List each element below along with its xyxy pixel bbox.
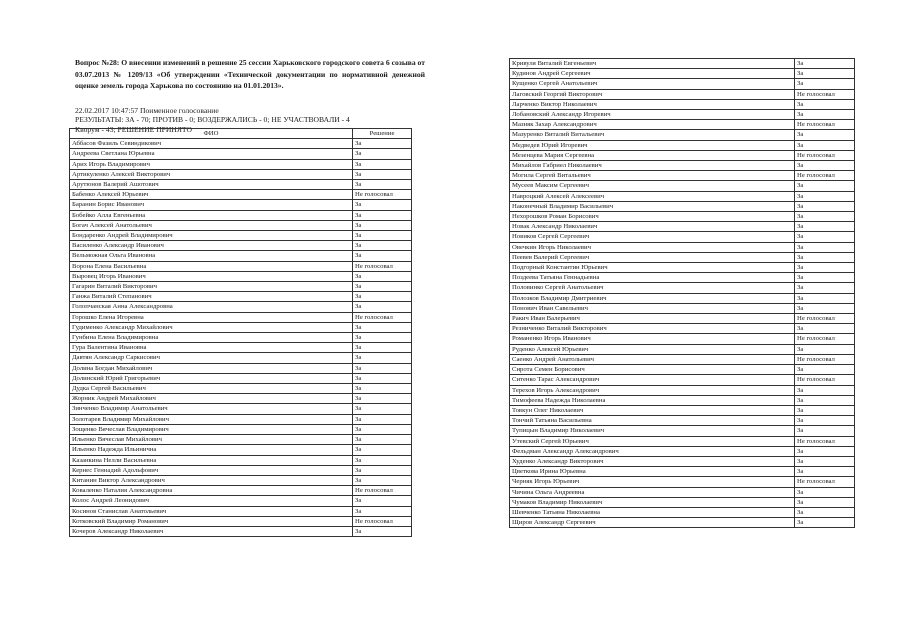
table-row [510,518,855,528]
table-row [70,251,412,261]
vote-decision: За [353,475,412,485]
table-row [510,232,855,242]
decision-column-header: Решение [353,129,412,139]
deputy-name: Богач Алексей Анатольевич [70,220,353,230]
vote-decision: Не голосовал [795,375,855,385]
deputy-name: Понович Иван Савельевич [510,303,795,313]
deputy-name: Китанин Виктор Александрович [70,475,353,485]
table-row [510,426,855,436]
deputy-name: Кривуля Виталий Евгеньевич [510,59,795,69]
deputy-name: Коваленко Наталия Александровна [70,486,353,496]
vote-decision: За [795,405,855,415]
table-row [510,344,855,354]
deputy-name: Арутюнов Валерий Ашотович [70,180,353,190]
vote-decision: Не голосовал [795,314,855,324]
deputy-name: Выровец Игорь Иванович [70,271,353,281]
vote-decision: Не голосовал [353,312,412,322]
vote-decision: Не голосовал [353,516,412,526]
vote-decision: За [353,271,412,281]
vote-decision: За [795,497,855,507]
vote-decision: За [353,231,412,241]
deputy-name: Сирота Семен Борисович [510,365,795,375]
vote-decision: Не голосовал [795,477,855,487]
table-row [510,59,855,69]
deputy-name: Медведев Юрий Игоревич [510,140,795,150]
deputy-name: Ларченко Виктор Николаевич [510,99,795,109]
deputy-name: Зощенко Вячеслав Владимирович [70,424,353,434]
vote-decision: Не голосовал [795,120,855,130]
vote-decision: За [795,416,855,426]
vote-decision: За [353,445,412,455]
vote-decision: За [795,59,855,69]
deputy-name: Бабенко Алексей Юрьевич [70,190,353,200]
vote-decision: За [795,161,855,171]
table-row [510,487,855,497]
table-row [70,445,412,455]
deputy-name: Кущенко Сергей Анатольевич [510,79,795,89]
table-row [70,486,412,496]
table-row [510,69,855,79]
table-row [70,465,412,475]
table-row [510,130,855,140]
vote-decision: Не голосовал [353,190,412,200]
vote-decision: За [795,324,855,334]
table-row [510,273,855,283]
table-row [70,200,412,210]
vote-decision: За [795,273,855,283]
vote-decision: За [353,159,412,169]
deputy-name: Резниченко Виталий Викторович [510,324,795,334]
vote-decision: За [353,455,412,465]
vote-decision: За [795,446,855,456]
table-row [70,496,412,506]
table-row [510,252,855,262]
deputy-name: Долинский Юрий Григорьевич [70,373,353,383]
table-row [510,456,855,466]
deputy-name: Цветкова Ирина Юрьевна [510,467,795,477]
vote-decision: За [353,139,412,149]
vote-decision: За [353,200,412,210]
deputy-name: Фельдман Александр Александрович [510,446,795,456]
table-row [70,435,412,445]
vote-decision: За [353,363,412,373]
vote-decision: За [353,220,412,230]
vote-decision: За [795,507,855,517]
vote-decision: За [353,169,412,179]
table-row [510,467,855,477]
vote-decision: За [795,456,855,466]
vote-decision: За [353,394,412,404]
deputy-name: Овечкин Игорь Николаевич [510,242,795,252]
deputy-name: Шевченко Татьяна Николаевна [510,507,795,517]
deputy-name: Руденко Алексей Юрьевич [510,344,795,354]
deputy-name: Кочеров Александр Николаевич [70,526,353,536]
table-row [510,89,855,99]
table-row [510,354,855,364]
vote-decision: За [795,201,855,211]
vote-quorum: Кворум - 43; РЕШЕНИЕ ПРИНЯТО [75,124,192,134]
vote-decision: За [353,496,412,506]
table-row [70,312,412,322]
table-row [70,271,412,281]
vote-decision: За [795,303,855,313]
vote-decision: За [795,467,855,477]
vote-decision: За [353,149,412,159]
table-row [510,150,855,160]
table-row [70,475,412,485]
name-column-header: ФИО [70,129,353,139]
table-row [510,303,855,313]
deputy-name: Михайлов Габриел Николаевич [510,161,795,171]
vote-decision: За [795,365,855,375]
deputy-name: Горошко Елена Игоревна [70,312,353,322]
deputy-name: Гура Валентина Ивановна [70,343,353,353]
table-row [510,171,855,181]
deputy-name: Арих Игорь Владимирович [70,159,353,169]
deputy-name: Саенко Андрей Анатольевич [510,354,795,364]
vote-decision: За [353,322,412,332]
deputy-name: Мазняк Захар Александрович [510,120,795,130]
question-title: Вопрос №28: О внесении изменений в решение 25 сессии Харьковского городского совета 6 созыва от 03.07.2013 № 1209/13 «Об утверждении «Технической документации по нормативной денежной оценке земель города Харькова по состоянию на 01.01.2013». [75,58,425,90]
deputy-name: Бобейко Алла Евгеньевна [70,210,353,220]
deputy-name: Романенко Игорь Иванович [510,334,795,344]
vote-decision: За [353,506,412,516]
vote-decision: За [353,373,412,383]
vote-decision: За [353,180,412,190]
vote-decision: За [795,79,855,89]
deputy-name: Товкун Олег Николаевич [510,405,795,415]
vote-decision: За [353,333,412,343]
deputy-name: Тимофеева Надежда Николаевна [510,395,795,405]
vote-decision: За [353,302,412,312]
deputy-name: Половинко Сергей Анатольевич [510,283,795,293]
deputy-name: Ракич Иван Валерьевич [510,314,795,324]
table-row [510,191,855,201]
deputy-name: Котковский Владимир Романович [70,516,353,526]
table-row [70,139,412,149]
deputy-name: Долина Богдан Михайлович [70,363,353,373]
vote-decision: За [795,242,855,252]
table-row [70,231,412,241]
deputy-name: Ильенко Вячеслав Михайлович [70,435,353,445]
vote-decision: За [795,518,855,528]
deputy-name: Бондаренко Андрей Владимирович [70,231,353,241]
table-row [510,365,855,375]
vote-decision: За [353,251,412,261]
vote-decision: За [353,435,412,445]
deputy-name: Андреева Светлана Юрьевна [70,149,353,159]
vote-decision: За [795,283,855,293]
table-row [510,416,855,426]
deputy-name: Золотарев Владимир Михайлович [70,414,353,424]
deputy-name: Чумаков Владимир Николаевич [510,497,795,507]
table-row [70,210,412,220]
table-row [510,110,855,120]
table-row [510,181,855,191]
deputy-name: Черняк Игорь Юрьевич [510,477,795,487]
table-row [510,314,855,324]
deputy-name: Ситенко Тарас Александрович [510,375,795,385]
table-row [70,455,412,465]
deputy-name: Дудка Сергей Васильевич [70,384,353,394]
deputy-name: Казанкина Нелли Васильевна [70,455,353,465]
table-row [70,159,412,169]
vote-decision: За [795,232,855,242]
deputy-name: Ворона Елена Васильевна [70,261,353,271]
table-row [510,446,855,456]
deputy-name: Подгорный Константин Юрьевич [510,263,795,273]
deputy-name: Щиров Александр Сергеевич [510,518,795,528]
table-row [70,384,412,394]
vote-decision: За [353,414,412,424]
vote-decision: За [795,181,855,191]
table-row [510,120,855,130]
deputy-name: Пеевев Валерий Сергеевич [510,252,795,262]
table-row [70,149,412,159]
left-table-body [70,139,412,537]
deputy-name: Тончий Татьяна Васильевна [510,416,795,426]
vote-decision: За [795,191,855,201]
vote-decision: За [353,384,412,394]
vote-decision: За [795,222,855,232]
table-row [510,201,855,211]
deputy-name: Ганжа Виталий Степанович [70,292,353,302]
vote-results: РЕЗУЛЬТАТЫ: ЗА - 70; ПРОТИВ - 0; ВОЗДЕРЖАЛИСЬ - 0; НЕ УЧАСТВОВАЛИ - 4 [75,115,350,125]
deputy-name: Нехорошков Роман Борисович [510,212,795,222]
table-row [70,282,412,292]
vote-decision: За [353,424,412,434]
table-row [70,302,412,312]
table-row [70,241,412,251]
vote-decision: За [795,110,855,120]
deputy-name: Мезенцева Мария Сергеевна [510,150,795,160]
table-row [510,263,855,273]
deputy-name: Тупицын Владимир Николаевич [510,426,795,436]
vote-decision: За [795,293,855,303]
deputy-name: Лаговский Георгий Викторович [510,89,795,99]
table-row [510,385,855,395]
table-row [70,169,412,179]
vote-decision: За [353,292,412,302]
table-row [510,436,855,446]
table-row [510,334,855,344]
deputy-name: Новиков Сергей Сергеевич [510,232,795,242]
table-row [70,190,412,200]
right-vote-table [509,58,855,528]
vote-decision: За [795,212,855,222]
table-row [510,242,855,252]
deputy-name: Косинов Станислав Анатольевич [70,506,353,516]
vote-decision: Не голосовал [795,354,855,364]
deputy-name: Гунбина Елена Владимировна [70,333,353,343]
table-row [70,373,412,383]
vote-datetime: 22.02.2017 10:47:57 Поименное голосование [75,105,219,115]
table-row [510,161,855,171]
table-row [70,353,412,363]
table-row [70,363,412,373]
table-header-row [70,129,412,139]
deputy-name: Новак Александр Николаевич [510,222,795,232]
table-row [510,477,855,487]
deputy-name: Баранин Борис Иванович [70,200,353,210]
vote-decision: За [795,99,855,109]
table-row [70,343,412,353]
table-row [70,180,412,190]
deputy-name: Полозков Владимир Дмитриевич [510,293,795,303]
deputy-name: Могила Сергей Витальевич [510,171,795,181]
vote-decision: Не голосовал [795,171,855,181]
vote-decision: За [353,526,412,536]
table-row [510,497,855,507]
deputy-name: Колос Андрей Леонидович [70,496,353,506]
vote-decision: За [795,263,855,273]
vote-decision: За [353,465,412,475]
left-vote-table [69,128,412,537]
deputy-name: Гудименко Александр Михайлович [70,322,353,332]
deputy-name: Утевский Сергей Юрьевич [510,436,795,446]
table-row [510,293,855,303]
document-header [75,57,425,134]
vote-decision: За [353,404,412,414]
table-row [70,516,412,526]
deputy-name: Поздеева Татьяна Геннадьевна [510,273,795,283]
vote-decision: Не голосовал [795,150,855,160]
table-row [510,140,855,150]
deputy-name: Гагарин Виталий Викторович [70,282,353,292]
vote-decision: Не голосовал [353,261,412,271]
table-row [70,322,412,332]
vote-decision: За [795,252,855,262]
vote-decision: За [353,210,412,220]
deputy-name: Наконечный Владимир Васильевич [510,201,795,211]
table-row [510,395,855,405]
deputy-name: Мазуренко Виталий Витальевич [510,130,795,140]
vote-decision: За [795,385,855,395]
table-row [510,79,855,89]
table-row [70,394,412,404]
vote-decision: Не голосовал [795,436,855,446]
deputy-name: Худенко Александр Викторович [510,456,795,466]
vote-decision: За [353,343,412,353]
deputy-name: Артикуленко Алексей Викторович [70,169,353,179]
table-row [70,424,412,434]
vote-decision: За [353,282,412,292]
table-row [510,283,855,293]
vote-decision: За [795,487,855,497]
deputy-name: Давтян Александр Саркисович [70,353,353,363]
table-row [510,99,855,109]
vote-decision: Не голосовал [795,334,855,344]
deputy-name: Аббасов Фазиль Севиндикович [70,139,353,149]
table-row [70,261,412,271]
table-row [70,220,412,230]
deputy-name: Зинченко Владимир Анатольевич [70,404,353,414]
table-row [510,375,855,385]
vote-decision: За [795,69,855,79]
deputy-name: Терехов Игорь Александрович [510,385,795,395]
table-row [510,324,855,334]
table-row [70,506,412,516]
vote-decision: За [353,241,412,251]
table-row [70,404,412,414]
vote-decision: Не голосовал [353,486,412,496]
deputy-name: Вельможная Ольга Ивановна [70,251,353,261]
deputy-name: Кернес Геннадий Адольфович [70,465,353,475]
table-row [510,222,855,232]
table-row [70,526,412,536]
vote-decision: За [795,395,855,405]
deputy-name: Навроцкий Алексей Алексеевич [510,191,795,201]
vote-decision: За [795,344,855,354]
vote-decision: Не голосовал [795,89,855,99]
deputy-name: Василенко Александр Иванович [70,241,353,251]
deputy-name: Лобановский Александр Игоревич [510,110,795,120]
deputy-name: Жорник Андрей Михайлович [70,394,353,404]
deputy-name: Кудинов Андрей Сергеевич [510,69,795,79]
deputy-name: Мусеев Максим Сергеевич [510,181,795,191]
right-table-body [510,59,855,528]
table-row [510,405,855,415]
table-row [70,414,412,424]
table-row [70,333,412,343]
deputy-name: Чичина Ольга Андреевна [510,487,795,497]
vote-decision: За [353,353,412,363]
table-row [510,212,855,222]
vote-decision: За [795,130,855,140]
vote-decision: За [795,140,855,150]
table-row [510,507,855,517]
table-row [70,292,412,302]
deputy-name: Ильенко Надежда Ильинична [70,445,353,455]
vote-decision: За [795,426,855,436]
deputy-name: Голопчанская Анна Александровна [70,302,353,312]
